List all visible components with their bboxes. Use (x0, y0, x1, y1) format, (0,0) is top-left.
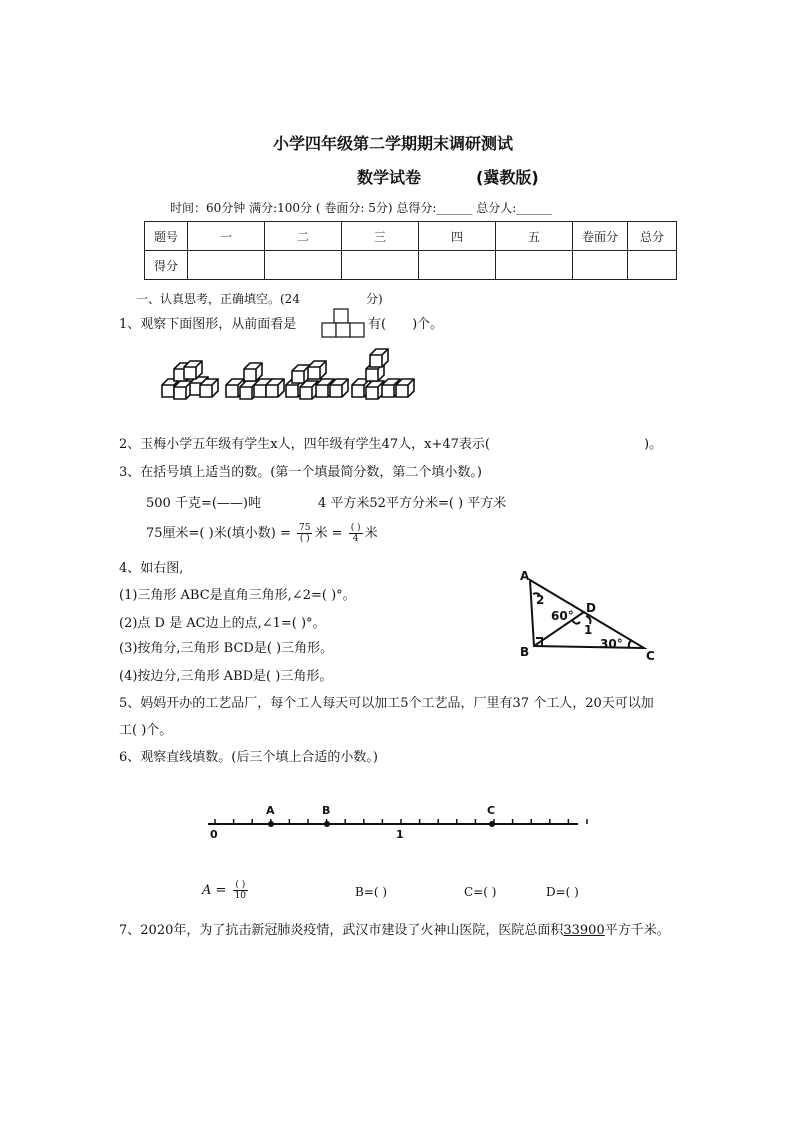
score-table-col: 总分 (628, 222, 677, 251)
question-4-part3: (3)按角分,三角形 BCD是( )三角形。 (119, 641, 334, 656)
question-1: 1、观察下面图形，从前面看是 (119, 317, 297, 332)
vertex-A: A (520, 569, 530, 583)
angle-2: 2 (536, 593, 545, 607)
score-table-col: 五 (496, 222, 573, 251)
fraction-denominator: 4 (352, 534, 359, 544)
unit-label: 米 (364, 526, 378, 541)
question-1-end: 有( )个。 (368, 317, 444, 332)
fraction-quarter (349, 523, 363, 544)
fraction-75 (297, 523, 312, 544)
angle-1: 1 (584, 623, 593, 637)
unit-label: 米 (314, 526, 328, 541)
question-5-line2: 工( )个。 (119, 723, 173, 738)
cube-group-1 (162, 361, 218, 399)
page-title: 小学四年级第二学期期末调研测试 (273, 134, 514, 153)
vertex-B: B (520, 645, 530, 659)
score-table-col: 一 (188, 222, 265, 251)
question-3c-text: 75厘米=( )米(填小数) = (146, 526, 291, 541)
question-5-line1: 5、妈妈开办的工艺品厂，每个工人每天可以加工5个工艺品，厂里有37 个工人，20天可以加 (119, 696, 654, 711)
question-4: 4、如右图, (119, 561, 184, 576)
fraction-numerator: ( ) (233, 880, 248, 891)
vertex-D: D (586, 601, 596, 615)
section-heading: 一、认真思考，正确填空。(24 (136, 292, 300, 306)
question-7-end: 平方千米。 (604, 923, 670, 938)
triangle-figure (514, 568, 664, 664)
vertex-C: C (646, 649, 655, 663)
question-7-text: 7、2020年，为了抗击新冠肺炎疫情，武汉市建设了火神山医院，医院总面积 (119, 923, 564, 938)
fraction-denominator: 10 (234, 891, 247, 901)
edition-label: (冀教版) (476, 168, 539, 187)
number-line (200, 800, 590, 850)
angle-30: 30° (600, 637, 623, 651)
cube-group-4 (352, 349, 414, 399)
question-4-part4: (4)按边分,三角形 ABD是( )三角形。 (119, 669, 333, 684)
score-table-row-header: 题号 (145, 222, 188, 251)
exam-info: 时间：60分钟 满分:100分 ( 卷面分: 5分) 总得分:______ 总分人:______ (170, 201, 553, 215)
score-table-col: 二 (265, 222, 342, 251)
question-2-end: )。 (644, 437, 663, 452)
fraction-denominator: ( ) (299, 534, 310, 544)
score-table-header-row (145, 222, 677, 251)
fraction-numerator: 75 (299, 523, 311, 533)
tick-label-1: 1 (396, 828, 404, 841)
fraction-numerator: ( ) (350, 523, 361, 533)
question-3: 3、在括号填上适当的数。(第一个填最简分数，第二个填小数。) (119, 465, 482, 480)
point-A-dot (268, 821, 274, 827)
score-table (144, 221, 677, 280)
cube-figures (160, 347, 420, 403)
score-cell[interactable] (573, 251, 628, 280)
tick-label-0: 0 (210, 828, 218, 841)
question-2: 2、玉梅小学五年级有学生x人，四年级有学生47人，x+47表示( (119, 437, 490, 452)
answer-A-fraction (233, 880, 248, 901)
score-table-col: 三 (342, 222, 419, 251)
section-heading-end: 分) (366, 292, 383, 306)
score-cell[interactable] (342, 251, 419, 280)
question-6: 6、观察直线填数。(后三个填上合适的小数。) (119, 750, 378, 765)
equals-sign: = (331, 526, 343, 541)
point-B-label: B (322, 804, 331, 817)
score-cell[interactable] (496, 251, 573, 280)
cube-group-3 (286, 361, 348, 399)
question-7 (119, 919, 670, 938)
score-cell[interactable] (419, 251, 496, 280)
answer-A-prefix: A = (202, 883, 227, 898)
point-C-dot (489, 821, 495, 827)
question-3a: 500 千克=(——)吨 (146, 496, 261, 511)
answer-B: B=( ) (355, 885, 388, 899)
question-3b: 4 平方米52平方分米=( ) 平方米 (318, 496, 507, 511)
point-B-dot (324, 821, 330, 827)
answer-C: C=( ) (464, 885, 497, 899)
point-C-label: C (487, 804, 496, 817)
question-4-part1: (1)三角形 ABC是直角三角形,∠2=( )°。 (119, 588, 356, 603)
score-table-score-row (145, 251, 677, 280)
question-4-part2: (2)点 D 是 AC边上的点,∠1=( )°。 (119, 616, 326, 631)
score-table-col: 卷面分 (573, 222, 628, 251)
question-3c (146, 522, 378, 544)
page-subtitle: 数学试卷 (357, 168, 422, 187)
score-table-col: 四 (419, 222, 496, 251)
score-label: 得分 (145, 251, 188, 280)
cube-group-2 (226, 363, 284, 399)
score-cell[interactable] (628, 251, 677, 280)
score-cell[interactable] (265, 251, 342, 280)
answer-A (202, 880, 250, 901)
answer-D: D=( ) (546, 885, 579, 899)
front-view-icon (321, 307, 365, 343)
point-A-label: A (266, 804, 275, 817)
question-7-number: 33900 (563, 923, 605, 938)
angle-60: 60° (551, 609, 574, 623)
score-cell[interactable] (188, 251, 265, 280)
